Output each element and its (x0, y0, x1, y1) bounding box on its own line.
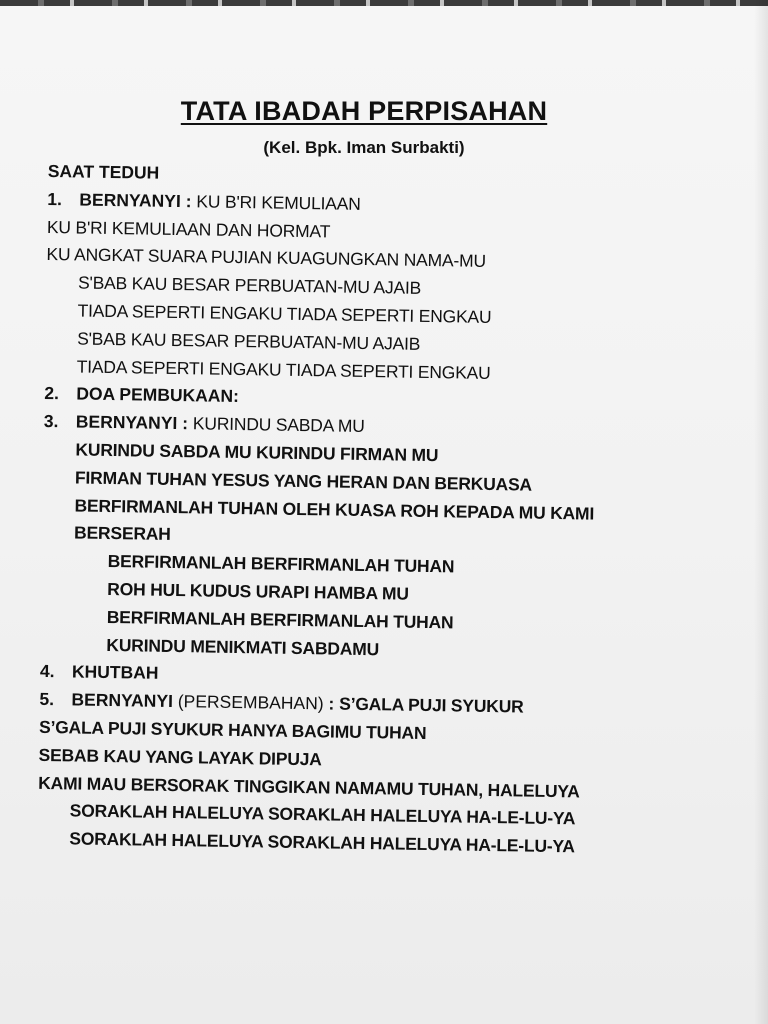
chorus-line: ROH HUL KUDUS URAPI HAMBA MU (107, 578, 409, 604)
lyric-line: BERFIRMANLAH TUHAN OLEH KUASA ROH KEPADA MU KAMI (74, 495, 595, 524)
chorus-line: KURINDU MENIKMATI SABDAMU (106, 634, 380, 659)
lyric-line: KAMI MAU BERSORAK TINGGIKAN NAMAMU TUHAN, HALELUYA (38, 772, 580, 801)
item-separator: : (323, 693, 340, 714)
page-right-shadow (754, 0, 768, 1024)
item-number: 5. (39, 689, 55, 710)
document-subtitle: (Kel. Bpk. Iman Surbakti) (263, 138, 465, 157)
item-number: 1. (47, 188, 63, 210)
lyric-line: KU B'RI KEMULIAAN DAN HORMAT (46, 216, 331, 242)
order-of-service (37, 158, 738, 864)
item-separator: : (180, 190, 197, 212)
item-label: DOA PEMBUKAAN: (76, 383, 240, 407)
lyric-line: KURINDU SABDA MU KURINDU FIRMAN MU (75, 439, 439, 466)
chorus-line: BERFIRMANLAH BERFIRMANLAH TUHAN (107, 551, 455, 577)
chorus-line: SORAKLAH HALELUYA SORAKLAH HALELUYA HA-LE-LU-YA (69, 800, 576, 829)
opening-heading: SAAT TEDUH (47, 160, 160, 183)
song-title: S’GALA PUJI SYUKUR (339, 693, 524, 717)
chorus-line: SORAKLAH HALELUYA SORAKLAH HALELUYA HA-LE-LU-YA (69, 828, 575, 857)
song-title: KU B'RI KEMULIAAN (196, 191, 361, 214)
item-note: (PERSEMBAHAN) (172, 691, 324, 714)
item-label: BERNYANYI (79, 189, 181, 211)
chorus-line: S'BAB KAU BESAR PERBUATAN-MU AJAIB (77, 272, 422, 299)
item-label: BERNYANYI (75, 411, 178, 434)
lyric-line: SEBAB KAU YANG LAYAK DIPUJA (38, 744, 322, 770)
chorus-line: S'BAB KAU BESAR PERBUATAN-MU AJAIB (77, 328, 421, 354)
chorus-line: TIADA SEPERTI ENGAKU TIADA SEPERTI ENGKAU (76, 356, 491, 383)
page-top-edge (0, 0, 768, 6)
item-label: KHUTBAH (71, 661, 159, 684)
lyric-line: KU ANGKAT SUARA PUJIAN KUAGUNGKAN NAMA-MU (46, 244, 487, 272)
item-number: 4. (39, 661, 55, 682)
item-separator: : (177, 413, 194, 434)
item-number: 2. (44, 383, 60, 404)
item-label: BERNYANYI (71, 689, 174, 712)
song-title: KURINDU SABDA MU (192, 413, 365, 437)
document-title: TATA IBADAH PERPISAHAN (180, 96, 548, 126)
chorus-line: TIADA SEPERTI ENGAKU TIADA SEPERTI ENGKAU (77, 300, 492, 327)
item-number: 3. (43, 411, 59, 432)
chorus-line: BERFIRMANLAH BERFIRMANLAH TUHAN (106, 606, 454, 633)
lyric-line: S’GALA PUJI SYUKUR HANYA BAGIMU TUHAN (38, 716, 427, 743)
lyric-line: BERSERAH (73, 522, 171, 545)
lyric-line: FIRMAN TUHAN YESUS YANG HERAN DAN BERKUASA (74, 467, 533, 495)
